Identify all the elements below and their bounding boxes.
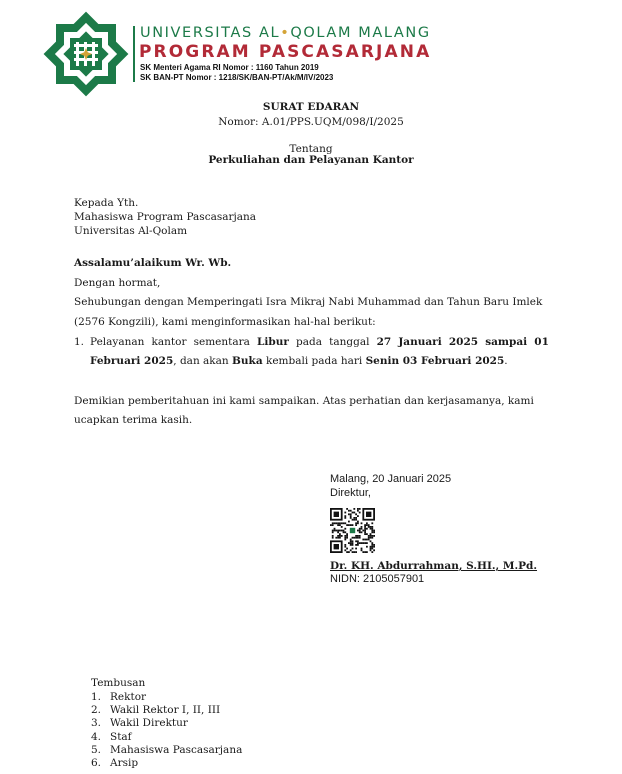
cc-label: Tembusan — [91, 677, 146, 689]
item-number: 1. — [74, 336, 85, 348]
cc-list-item — [91, 731, 132, 743]
closing-line: Demikian pemberitahuan ini kami sampaikan. Atas perhatian dan kerjasamanya, kami — [74, 395, 534, 407]
signature-qr-code — [330, 508, 375, 553]
item-1-word: kantor — [151, 336, 187, 348]
sk-menteri-line: SK Menteri Agama RI Nomor : 1160 Tahun 2019 — [140, 63, 319, 72]
cc-list-item — [91, 757, 138, 769]
item-1-word: sementara — [193, 336, 250, 348]
cc-item-number: 6. — [91, 757, 102, 769]
about-label: Tentang — [289, 143, 333, 155]
place-date: Malang, 20 Januari 2025 — [330, 473, 452, 485]
item-1-word: 27 — [376, 336, 392, 348]
recipient-line: Universitas Al-Qolam — [74, 225, 188, 237]
cc-item-number: 1. — [91, 691, 102, 703]
item-1-word: 2025 — [448, 336, 479, 348]
cc-list-item — [91, 744, 242, 756]
item-1-line-2: Februari 2025, dan akan Buka kembali pada hari Senin 03 Februari 2025. — [90, 355, 508, 367]
university-name: UNIVERSITAS AL•QOLAM MALANG — [140, 25, 431, 41]
cc-item-text: Wakil Direktur — [110, 717, 188, 730]
item-1-word: tanggal — [329, 336, 370, 348]
signer-nidn: NIDN: 2105057901 — [330, 573, 425, 585]
greeting: Assalamu’alaikum Wr. Wb. — [74, 257, 232, 269]
cc-item-number: 4. — [91, 730, 102, 743]
cc-item-text: Wakil Rektor I, II, III — [110, 704, 221, 717]
item-1-word: Pelayanan — [90, 336, 145, 348]
cc-item-number: 3. — [91, 717, 102, 730]
item-1-word: Januari — [398, 336, 442, 348]
item-1-line-1 — [90, 336, 549, 348]
letter-subject: Perkuliahan dan Pelayanan Kantor — [208, 154, 414, 166]
letter-number: Nomor: A.01/PPS.UQM/098/I/2025 — [218, 116, 404, 128]
letter-title: SURAT EDARAN — [262, 101, 360, 113]
signer-name: Dr. KH. Abdurrahman, S.HI., M.Pd. — [330, 560, 538, 572]
cc-item-text: Staf — [110, 730, 132, 743]
recipient-line: Mahasiswa Program Pascasarjana — [74, 211, 257, 223]
letterhead-divider — [133, 26, 135, 82]
recipient-line: Kepada Yth. — [74, 197, 139, 209]
cc-item-text: Mahasiswa Pascasarjana — [110, 743, 243, 756]
item-1-word: sampai — [485, 336, 528, 348]
item-1-word: Libur — [257, 336, 289, 348]
cc-item-number: 2. — [91, 704, 102, 717]
signer-position: Direktur, — [330, 487, 371, 499]
opening: Dengan hormat, — [74, 277, 161, 289]
cc-item-number: 5. — [91, 743, 102, 756]
cc-list-item — [91, 704, 220, 716]
cc-list-item — [91, 717, 188, 729]
closing-line: ucapkan terima kasih. — [74, 414, 193, 426]
intro-line: (2576 Kongzili), kami menginformasikan hal-hal berikut: — [74, 316, 376, 328]
cc-list-item — [91, 691, 146, 703]
intro-line: Sehubungan dengan Memperingati Isra Mikraj Nabi Muhammad dan Tahun Baru Imlek — [74, 296, 543, 308]
item-1-word: pada — [296, 336, 323, 348]
item-1-word: 01 — [534, 336, 549, 348]
sk-ban-pt-line: SK BAN-PT Nomor : 1218/SK/BAN-PT/Ak/M/IV/2023 — [140, 73, 334, 82]
cc-item-text: Arsip — [110, 757, 139, 769]
university-logo — [42, 10, 130, 98]
cc-item-text: Rektor — [110, 691, 147, 703]
program-name: PROGRAM PASCASARJANA — [139, 42, 432, 62]
